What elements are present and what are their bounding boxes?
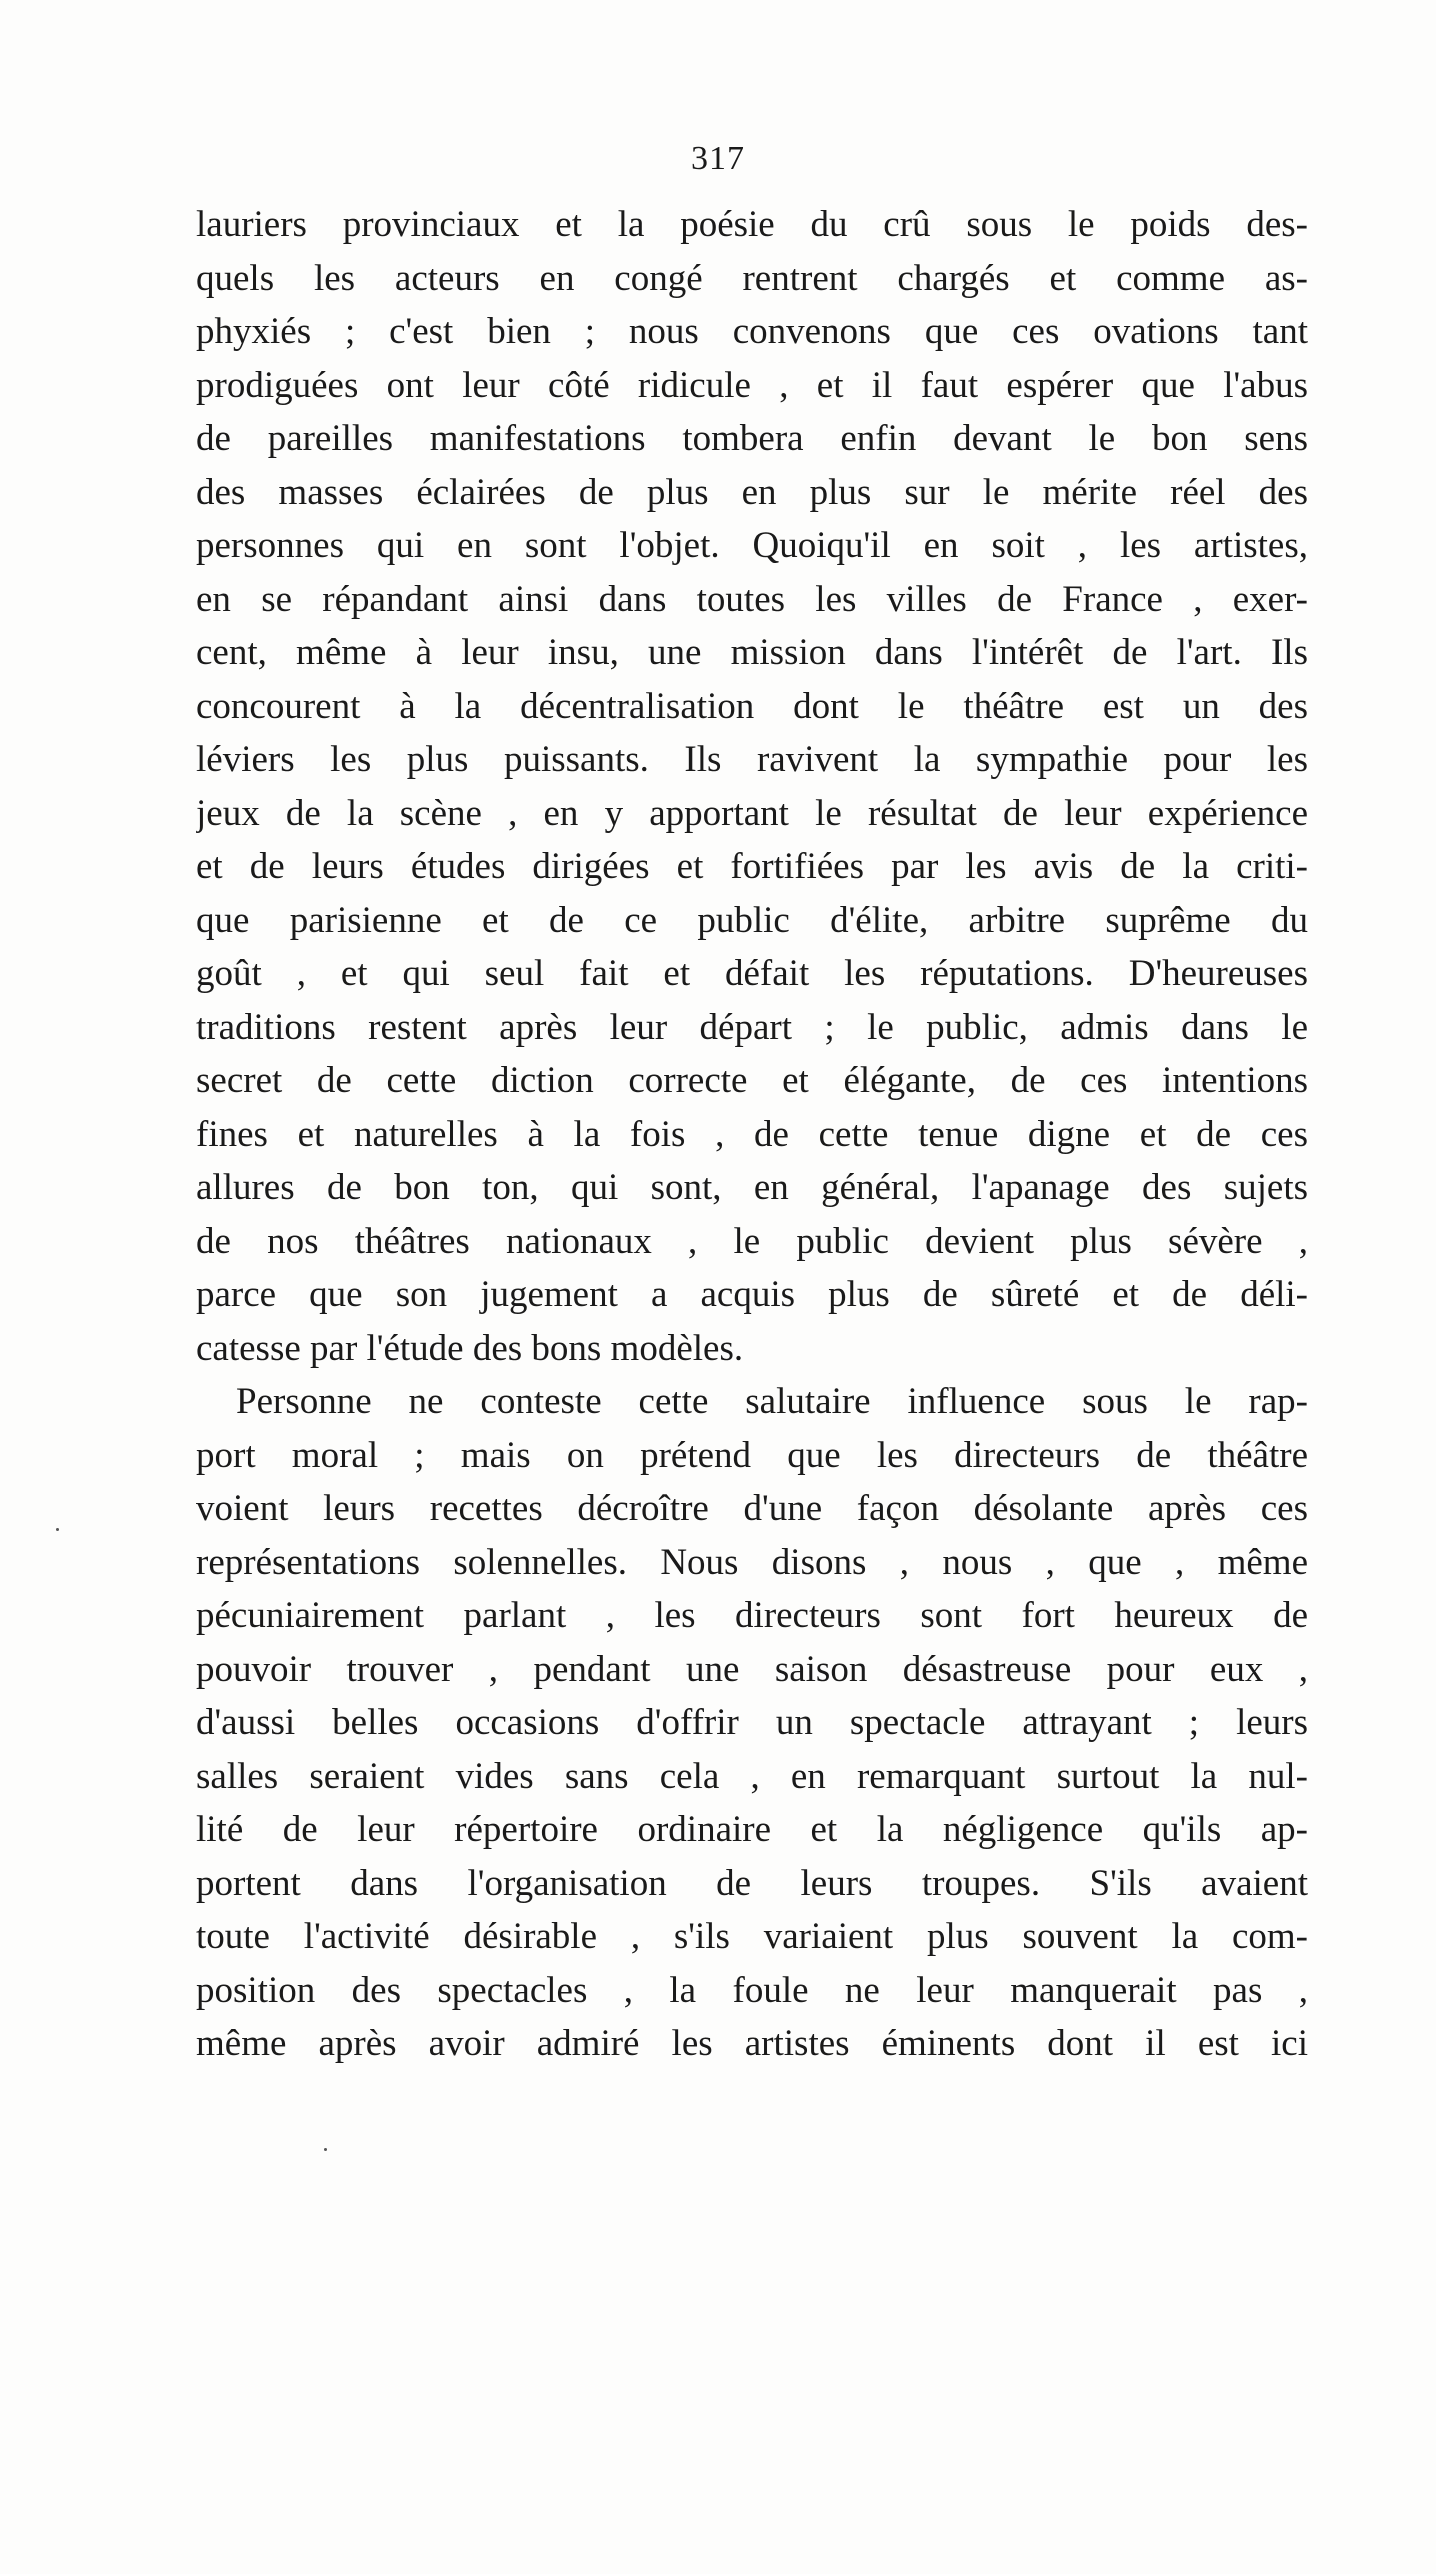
text-line: port moral ; mais on prétend que les directeurs de théâtre bbox=[196, 1434, 1308, 1476]
text-line: position des spectacles , la foule ne leur manquerait pas , bbox=[196, 1969, 1308, 2011]
text-line: même après avoir admiré les artistes éminents dont il est ici bbox=[196, 2023, 1308, 2064]
body-text bbox=[196, 198, 1308, 2071]
text-line: parce que son jugement a acquis plus de sûreté et de déli- bbox=[196, 1274, 1308, 1315]
text-line: lauriers provinciaux et la poésie du crû sous le poids des- bbox=[196, 204, 1308, 245]
text-line: des masses éclairées de plus en plus sur le mérite réel des bbox=[196, 471, 1308, 513]
text-line: pécuniairement parlant , les directeurs sont fort heureux de bbox=[196, 1595, 1308, 1636]
text-line: salles seraient vides sans cela , en remarquant surtout la nul- bbox=[196, 1755, 1308, 1797]
text-line: voient leurs recettes décroître d'une façon désolante après ces bbox=[196, 1488, 1308, 1529]
text-line: en se répandant ainsi dans toutes les villes de France , exer- bbox=[196, 578, 1308, 620]
text-line: cent, même à leur insu, une mission dans l'intérêt de l'art. Ils bbox=[196, 632, 1308, 673]
page-number: 317 bbox=[691, 140, 745, 177]
text-line: allures de bon ton, qui sont, en général, l'apanage des sujets bbox=[196, 1167, 1308, 1208]
text-line: concourent à la décentralisation dont le théâtre est un des bbox=[196, 685, 1308, 727]
text-line: quels les acteurs en congé rentrent chargés et comme as- bbox=[196, 257, 1308, 299]
text-line: et de leurs études dirigées et fortifiées par les avis de la criti- bbox=[196, 846, 1308, 887]
text-line: toute l'activité désirable , s'ils variaient plus souvent la com- bbox=[196, 1916, 1308, 1957]
text-line: d'aussi belles occasions d'offrir un spectacle attrayant ; leurs bbox=[196, 1702, 1308, 1743]
text-line: jeux de la scène , en y apportant le résultat de leur expérience bbox=[196, 792, 1308, 834]
text-line: secret de cette diction correcte et élégante, de ces intentions bbox=[196, 1060, 1308, 1101]
text-line: Personne ne conteste cette salutaire influence sous le rap- bbox=[236, 1381, 1308, 1422]
text-line: prodiguées ont leur côté ridicule , et il faut espérer que l'abus bbox=[196, 364, 1308, 406]
text-line: goût , et qui seul fait et défait les réputations. D'heureuses bbox=[196, 953, 1308, 994]
text-line: traditions restent après leur départ ; le public, admis dans le bbox=[196, 1006, 1308, 1048]
text-line: pouvoir trouver , pendant une saison désastreuse pour eux , bbox=[196, 1648, 1308, 1690]
text-line: personnes qui en sont l'objet. Quoiqu'il en soit , les artistes, bbox=[196, 525, 1308, 566]
paragraph-1 bbox=[196, 198, 1308, 1375]
ink-speck bbox=[324, 2148, 327, 2151]
text-line: que parisienne et de ce public d'élite, arbitre suprême du bbox=[196, 899, 1308, 941]
text-line: portent dans l'organisation de leurs troupes. S'ils avaient bbox=[196, 1862, 1308, 1904]
ink-speck bbox=[56, 1528, 59, 1531]
text-line: représentations solennelles. Nous disons , nous , que , même bbox=[196, 1541, 1308, 1583]
text-line: phyxiés ; c'est bien ; nous convenons que ces ovations tant bbox=[196, 311, 1308, 352]
text-line: lité de leur répertoire ordinaire et la négligence qu'ils ap- bbox=[196, 1809, 1308, 1850]
paragraph-2 bbox=[196, 1375, 1308, 2071]
text-line: de pareilles manifestations tombera enfin devant le bon sens bbox=[196, 418, 1308, 459]
text-line: catesse par l'étude des bons modèles. bbox=[196, 1327, 744, 1369]
text-line: de nos théâtres nationaux , le public devient plus sévère , bbox=[196, 1220, 1308, 1262]
text-line: fines et naturelles à la fois , de cette tenue digne et de ces bbox=[196, 1113, 1308, 1155]
text-line: léviers les plus puissants. Ils ravivent la sympathie pour les bbox=[196, 739, 1308, 780]
